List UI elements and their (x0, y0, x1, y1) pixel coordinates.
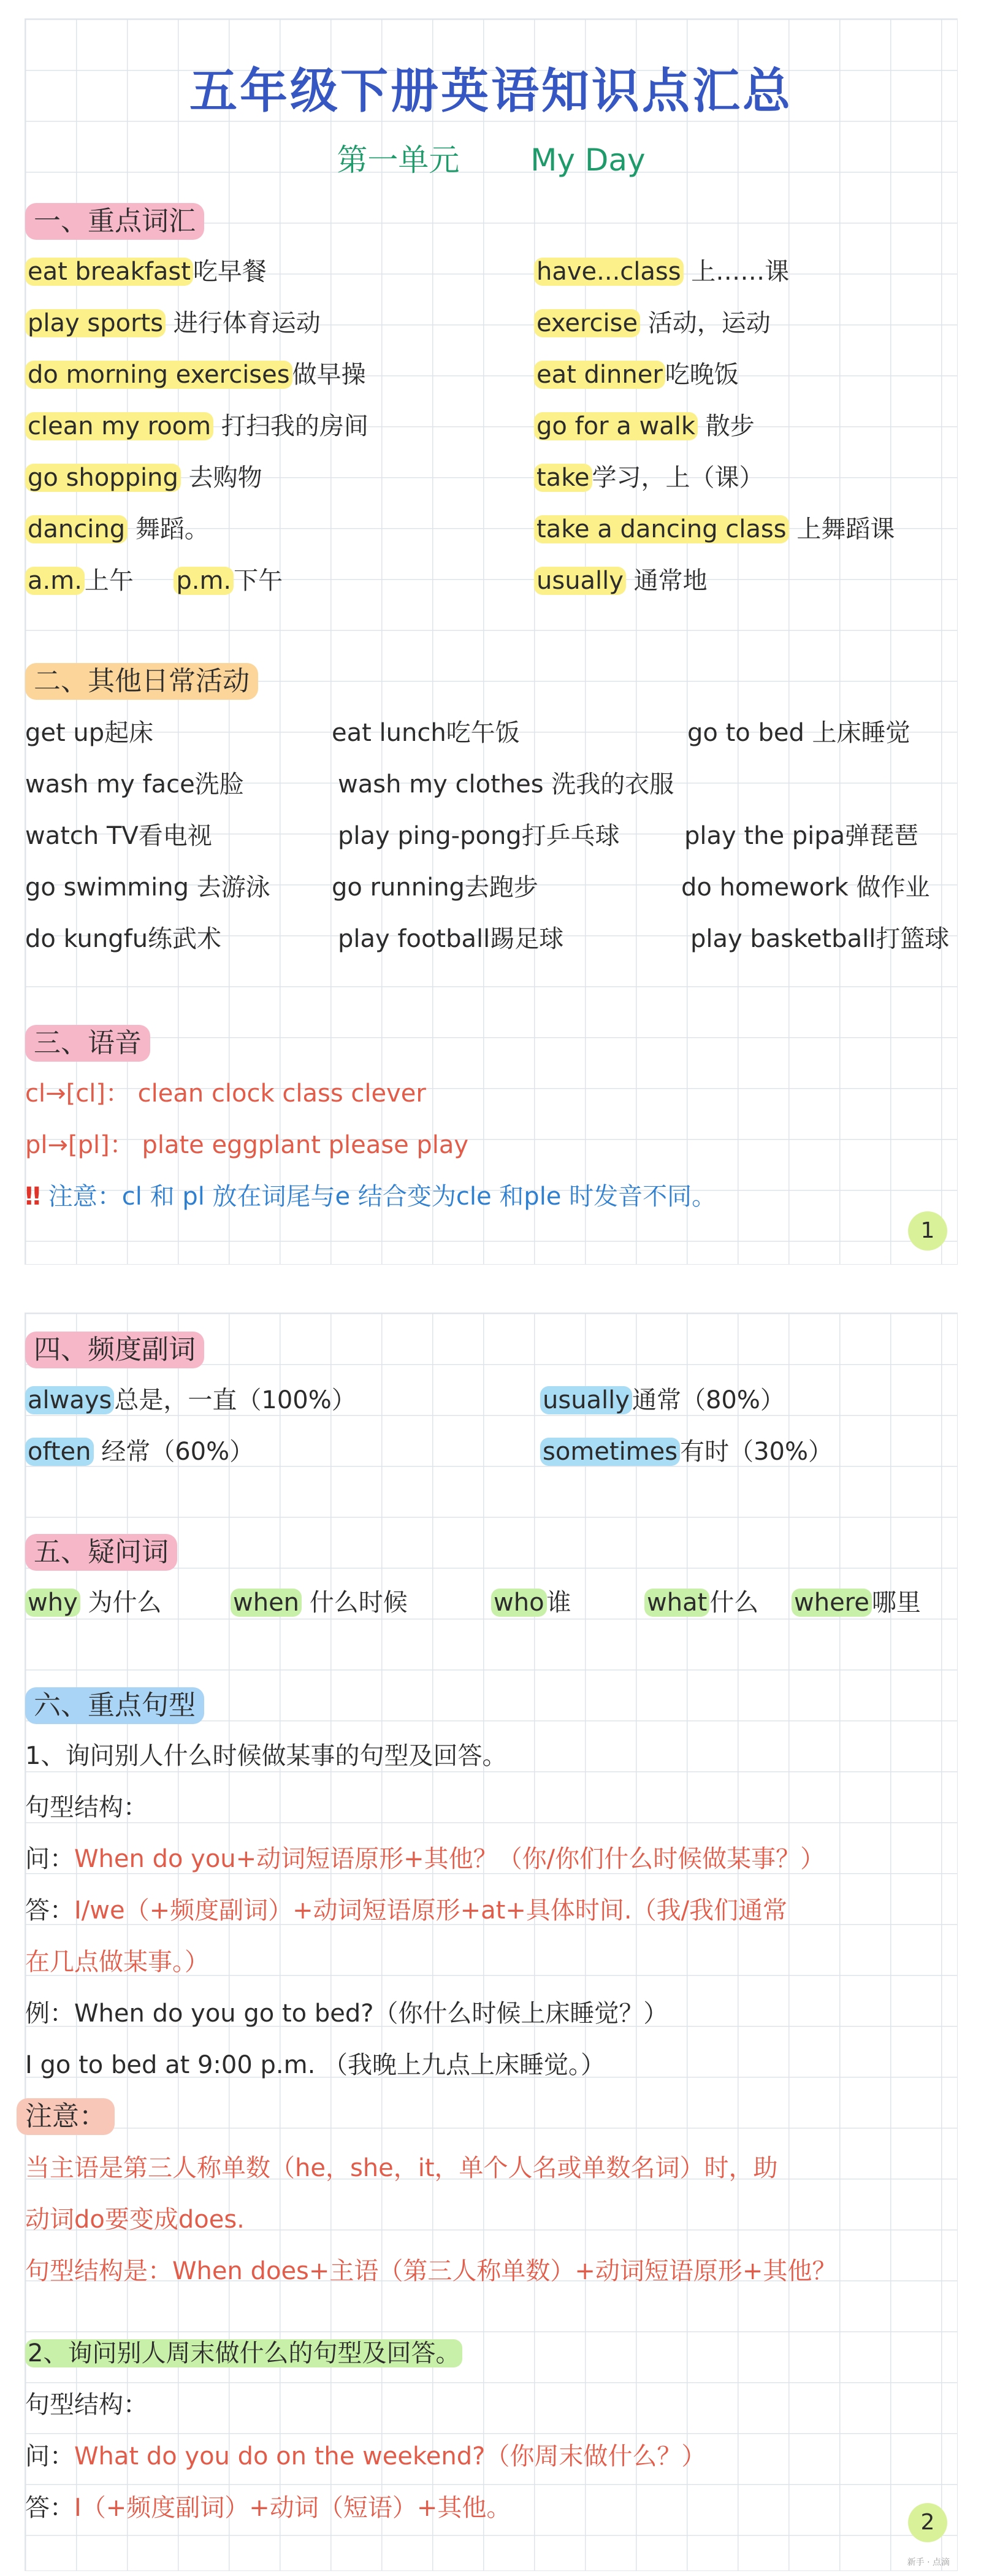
vocab-en: take (534, 464, 592, 492)
wh-zh: 哪里 (871, 1589, 921, 1617)
pattern-2-structure-label: 句型结构： (25, 2391, 148, 2419)
freq-zh: 总是，一直（100%） (114, 1386, 356, 1414)
section-heading-patterns: 六、重点句型 (25, 1687, 204, 1724)
vocab-item (25, 562, 283, 599)
unit-label: 第一单元 (337, 142, 460, 178)
freq-en: usually (540, 1386, 632, 1414)
wh-zh: 什么时候 (302, 1589, 408, 1617)
freq-en: sometimes (540, 1438, 680, 1466)
section-heading-wh: 五、疑问词 (25, 1534, 177, 1571)
vocab-zh: 做早操 (292, 361, 366, 389)
wh-en: who (491, 1589, 547, 1617)
vocab-zh: 学习，上（课） (592, 464, 764, 492)
vocab-en: go for a walk (534, 412, 698, 440)
activity-item: do homework 做作业 (681, 873, 930, 902)
section-heading-freq: 四、频度副词 (25, 1332, 204, 1368)
wh-en: what (644, 1589, 709, 1617)
page-1 (25, 18, 958, 1265)
vocab-zh: 舞蹈。 (128, 515, 209, 543)
section-heading-phonics: 三、语音 (25, 1025, 150, 1062)
activity-item: play ping-pong打乒乓球 (338, 822, 620, 850)
activity-item: play basketball打篮球 (690, 925, 950, 953)
phonics-note-text: 注意：cl 和 pl 放在词尾与e 结合变为cle 和ple 时发音不同。 (48, 1183, 717, 1211)
pattern-answer: 答：I/we（+频度副词）+动词短语原形+at+具体时间.（我/我们通常 (25, 1896, 788, 1925)
activity-item: go running去跑步 (332, 873, 538, 902)
vocab-item (25, 305, 321, 342)
activity-item: go swimming 去游泳 (25, 873, 270, 902)
activity-item: go to bed 上床睡觉 (687, 719, 910, 747)
vocab-en: usually (534, 567, 626, 595)
vocab-en: have...class (534, 258, 684, 286)
vocab-item (25, 459, 262, 496)
vocab-item (25, 511, 209, 548)
vocab-en: eat dinner (534, 361, 665, 389)
warning-icon: ‼ (25, 1183, 41, 1211)
pattern-2-title: 2、询问别人周末做什么的句型及回答。 (25, 2335, 462, 2372)
vocab-item (534, 253, 789, 290)
vocab-en: exercise (534, 309, 640, 337)
wh-item (644, 1584, 758, 1621)
phonics-cl-line: cl→[cl]： clean clock class clever (25, 1079, 426, 1108)
freq-item (540, 1433, 833, 1470)
vocab-item (25, 408, 368, 445)
pattern-1-title: 1、询问别人什么时候做某事的句型及回答。 (25, 1742, 507, 1770)
wh-en: where (792, 1589, 872, 1617)
vocab-item (534, 511, 895, 548)
activity-item: play football踢足球 (338, 925, 564, 953)
vocab-item (534, 459, 764, 496)
vocab-zh: 吃早餐 (193, 258, 267, 286)
activity-item: get up起床 (25, 719, 154, 747)
vocab-en: eat breakfast (25, 258, 193, 286)
note-line-3: 句型结构是：When does+主语（第三人称单数）+动词短语原形+其他？ (25, 2257, 837, 2285)
vocab-zh: 上午 (84, 567, 134, 595)
vocab-zh: 去购物 (180, 464, 262, 492)
example-line-1: 例：When do you go to bed?（你什么时候上床睡觉？） (25, 1999, 668, 2028)
activity-item: play the pipa弹琵琶 (684, 822, 919, 850)
note-line-2: 动词do要变成does. (25, 2206, 245, 2234)
vocab-zh: 活动，运动 (640, 309, 771, 337)
section-heading-other: 二、其他日常活动 (25, 663, 258, 700)
vocab-en: go shopping (25, 464, 181, 492)
wh-item (25, 1584, 161, 1621)
activity-item: wash my clothes 洗我的衣服 (338, 770, 674, 799)
unit-name: My Day (530, 142, 646, 178)
note-line-1: 当主语是第三人称单数（he，she，it，单个人名或单数名词）时，助 (25, 2154, 778, 2182)
wh-en: why (25, 1589, 80, 1617)
vocab-en: clean my room (25, 412, 213, 440)
vocab-zh: 进行体育运动 (166, 309, 321, 337)
freq-item (25, 1382, 356, 1419)
pattern-answer-cont: 在几点做某事。） (25, 1948, 209, 1976)
vocab-zh: 下午 (234, 567, 283, 595)
page-2 (25, 1313, 958, 2571)
pattern-question: 问：When do you+动词短语原形+其他？（你/你们什么时候做某事？） (25, 1845, 825, 1873)
phonics-pl-line: pl→[pl]： plate eggplant please play (25, 1131, 469, 1159)
freq-zh: 有时（30%） (680, 1438, 833, 1466)
vocab-en: dancing (25, 515, 128, 543)
vocab-en: p.m. (174, 567, 234, 595)
wh-item (231, 1584, 408, 1621)
wh-en: when (231, 1589, 302, 1617)
vocab-zh: 上……课 (683, 258, 790, 286)
unit-title (25, 136, 957, 180)
activity-item: wash my face洗脸 (25, 770, 244, 799)
vocab-en: do morning exercises (25, 361, 292, 389)
activity-item: eat lunch吃午饭 (332, 719, 520, 747)
vocab-zh: 散步 (698, 412, 755, 440)
vocab-en: a.m. (25, 567, 85, 595)
vocab-item (25, 356, 366, 393)
vocab-zh: 打扫我的房间 (213, 412, 368, 440)
freq-item (540, 1382, 785, 1419)
vocab-item (534, 408, 755, 445)
pattern-2-question: 问：What do you do on the weekend?（你周末做什么？） (25, 2442, 706, 2471)
vocab-zh: 通常地 (625, 567, 708, 595)
freq-en: often (25, 1438, 94, 1466)
wh-item (792, 1584, 921, 1621)
wh-item (491, 1584, 571, 1621)
note-label: 注意： (17, 2098, 115, 2135)
example-line-2: I go to bed at 9:00 p.m. （我晚上九点上床睡觉。） (25, 2051, 606, 2079)
vocab-item (534, 305, 771, 342)
page-number-badge: 2 (908, 2503, 947, 2542)
activity-item: do kungfu练武术 (25, 925, 222, 953)
vocab-item (534, 356, 739, 393)
freq-en: always (25, 1386, 114, 1414)
vocab-zh: 上舞蹈课 (788, 515, 895, 543)
page-title: 五年级下册英语知识点汇总 (189, 64, 793, 119)
wh-zh: 谁 (546, 1589, 571, 1617)
pattern-structure-label: 句型结构： (25, 1793, 148, 1822)
vocab-en: take a dancing class (534, 515, 789, 543)
pattern-2-answer: 答：I（+频度副词）+动词（短语）+其他。 (25, 2494, 511, 2522)
freq-zh: 通常（80%） (632, 1386, 785, 1414)
phonics-note (25, 1178, 716, 1215)
vocab-item (25, 253, 267, 290)
wh-zh: 为什么 (80, 1589, 162, 1617)
section-heading-vocab: 一、重点词汇 (25, 203, 204, 240)
vocab-item (534, 562, 708, 599)
freq-item (25, 1433, 254, 1470)
vocab-zh: 吃晚饭 (665, 361, 739, 389)
freq-zh: 经常（60%） (93, 1438, 254, 1466)
page-number-badge: 1 (908, 1211, 947, 1251)
activity-item: watch TV看电视 (25, 822, 212, 850)
vocab-en: play sports (25, 309, 166, 337)
wh-zh: 什么 (709, 1589, 759, 1617)
watermark: 新手 · 点滴 (907, 2558, 950, 2567)
